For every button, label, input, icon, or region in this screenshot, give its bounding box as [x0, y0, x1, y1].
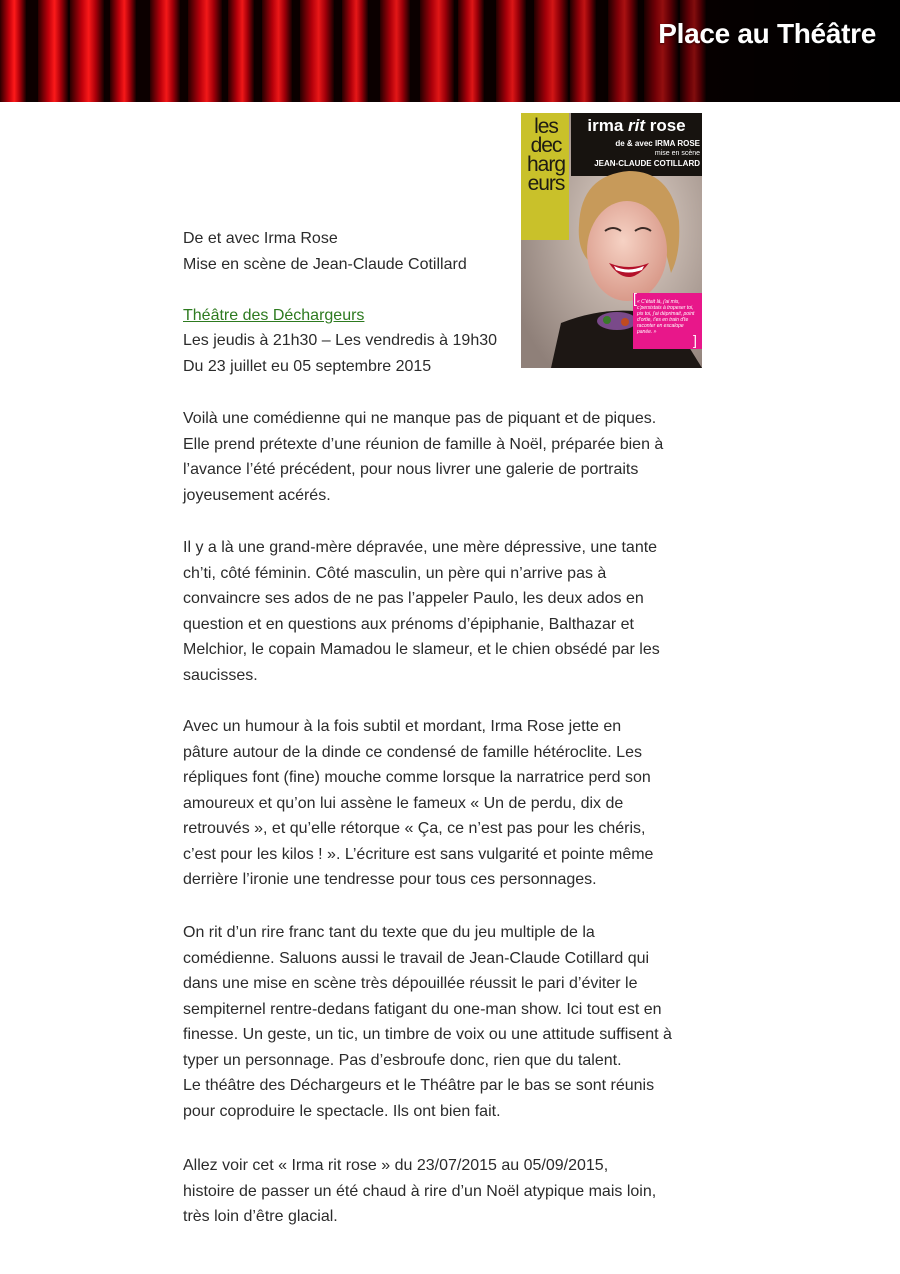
- dates-line: Du 23 juillet eu 05 septembre 2015: [183, 357, 432, 375]
- paragraph-line: très loin d’être glacial.: [183, 1208, 338, 1225]
- poster-title-part: rose: [645, 116, 686, 135]
- paragraph-line: l’avance l’été précédent, pour nous livrer une galerie de portraits: [183, 461, 639, 478]
- paragraph-4: [183, 920, 713, 1124]
- paragraph-line: Allez voir cet « Irma rit rose » du 23/07/2015 au 05/09/2015,: [183, 1157, 609, 1174]
- paragraph-line: On rit d’un rire franc tant du texte que du jeu multiple de la: [183, 924, 595, 941]
- poster-title: [571, 113, 702, 139]
- poster-title-part: rit: [628, 116, 645, 135]
- poster-quote: « C'était là, j'ai mis, c'persistais à tropeser toi, pis toi, j'ai déprimait, point d'ortie, t'es en train d'te raconter en escalope panée. »: [637, 299, 695, 335]
- paragraph-line: comédienne. Saluons aussi le travail de Jean-Claude Cotillard qui: [183, 949, 650, 967]
- paragraph-line: retrouvés », et qu’elle rétorque « Ça, ce n’est pas pour les chéris,: [183, 820, 646, 837]
- paragraph-line: Melchior, le copain Mamadou le slameur, et le chien obsédé par les: [183, 641, 660, 658]
- poster-theatre-logo: [523, 117, 569, 193]
- paragraph-line: finesse. Un geste, un tic, un timbre de voix ou une attitude suffisent à: [183, 1026, 672, 1043]
- paragraph-line: histoire de passer un été chaud à rire d’un Noël atypique mais loin,: [183, 1182, 657, 1200]
- paragraph-line: Avec un humour à la fois subtil et mordant, Irma Rose jette en: [183, 718, 622, 735]
- paragraph-line: c’est pour les kilos ! ». L’écriture est sans vulgarité et pointe même: [183, 845, 654, 863]
- paragraph-line: sempiternel rentre-dedans fatigant du one-man show. Ici tout est en: [183, 1000, 662, 1018]
- paragraph-1: [183, 406, 713, 508]
- spacer: [183, 277, 713, 303]
- paragraph-line: Voilà une comédienne qui ne manque pas de piquant et de piques.: [183, 410, 657, 427]
- site-header: [0, 0, 900, 102]
- paragraph-line: derrière l’ironie une tendresse pour tous ces personnages.: [183, 871, 597, 888]
- svg-text:]: ]: [693, 332, 697, 348]
- director-line: Mise en scène de Jean-Claude Cotillard: [183, 255, 467, 273]
- curtain-banner: [0, 0, 900, 102]
- venue-link[interactable]: Théâtre des Déchargeurs: [183, 306, 365, 324]
- paragraph-line: question et en questions aux prénoms d’épiphanie, Balthazar et: [183, 615, 634, 633]
- paragraph-line: typer un personnage. Pas d’esbroufe donc, rien que du talent.: [183, 1051, 622, 1069]
- paragraph-line: convaincre ses ados de ne pas l’appeler Paulo, les deux ados en: [183, 590, 644, 607]
- poster-credits: [585, 139, 700, 169]
- poster-credit-line: mise en scène: [654, 150, 700, 157]
- poster-logo-line: harg: [526, 153, 566, 176]
- paragraph-line: saucisses.: [183, 666, 258, 684]
- paragraph-line: répliques font (fine) mouche comme lorsque la narratrice perd son: [183, 769, 651, 786]
- paragraph-line: Le théâtre des Déchargeurs et le Théâtre par le bas se sont réunis: [183, 1077, 655, 1094]
- schedule-line: Les jeudis à 21h30 – Les vendredis à 19h30: [183, 332, 498, 349]
- paragraph-line: dans une mise en scène très dépouillée réussit le pari d’éviter le: [183, 975, 638, 992]
- poster-logo-line: eurs: [527, 172, 565, 195]
- poster-logo-line: dec: [530, 134, 562, 157]
- paragraph-line: pour coproduire le spectacle. Ils ont bien fait.: [183, 1102, 501, 1120]
- paragraph-3: [183, 714, 713, 893]
- paragraph-line: pâture autour de la dinde ce condensé de famille hétéroclite. Les: [183, 743, 642, 761]
- show-info: [183, 226, 713, 379]
- paragraph-5: [183, 1153, 713, 1230]
- paragraph-line: amoureux et qu’on lui assène le fameux « Un de perdu, dix de: [183, 794, 624, 812]
- paragraph-line: ch’ti, côté féminin. Côté masculin, un père qui n’arrive pas à: [183, 564, 607, 582]
- poster-title-part: irma: [587, 116, 628, 135]
- paragraph-line: Elle prend prétexte d’une réunion de famille à Noël, préparée bien à: [183, 435, 664, 453]
- site-title[interactable]: Place au Théâtre: [658, 18, 876, 49]
- credits-line: De et avec Irma Rose: [183, 230, 338, 247]
- paragraph-line: Il y a là une grand-mère dépravée, une mère dépressive, une tante: [183, 539, 658, 556]
- svg-text:[: [: [633, 290, 637, 306]
- poster-logo-line: les: [534, 115, 558, 138]
- poster-credit-line: JEAN-CLAUDE COTILLARD: [594, 159, 700, 168]
- paragraph-line: joyeusement acérés.: [183, 486, 331, 504]
- paragraph-2: [183, 535, 713, 688]
- poster-credit-line: de & avec IRMA ROSE: [615, 139, 700, 148]
